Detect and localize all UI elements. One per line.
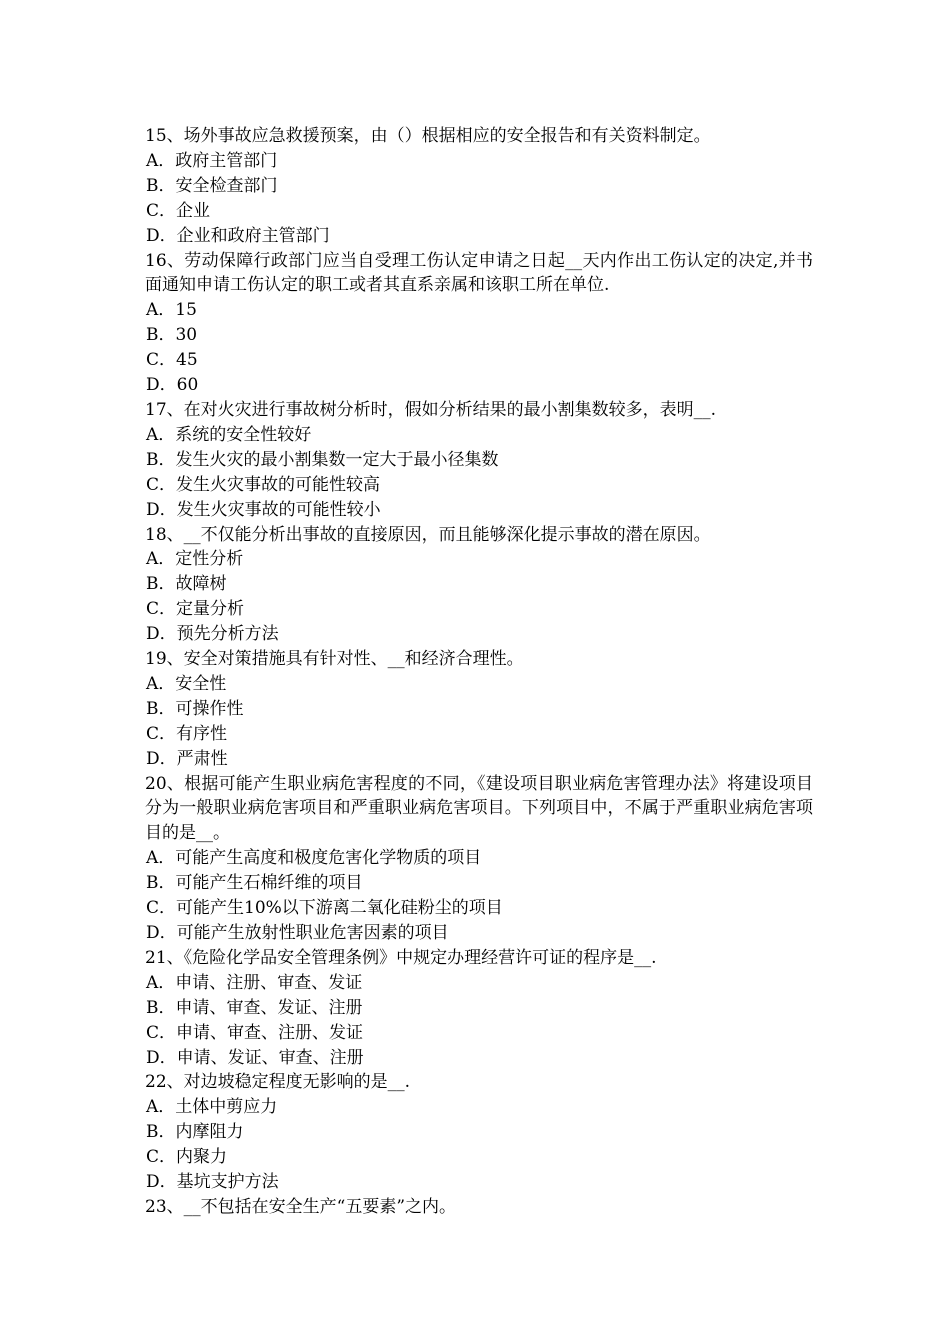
option-b: B．可操作性 bbox=[146, 698, 244, 719]
option-b: B．申请、审查、发证、注册 bbox=[146, 997, 363, 1018]
option-b: B．可能产生石棉纤维的项目 bbox=[146, 873, 363, 894]
question-17 bbox=[145, 398, 813, 523]
question-text: 17、在对火灾进行事故树分析时，假如分析结果的最小割集数较多，表明__. bbox=[145, 399, 717, 420]
option-a: A．土体中剪应力 bbox=[146, 1097, 278, 1118]
option-b: B．发生火灾的最小割集数一定大于最小径集数 bbox=[146, 449, 499, 470]
option-d: D．严肃性 bbox=[146, 748, 228, 769]
option-c: C．内聚力 bbox=[146, 1147, 228, 1168]
option-d: D．60 bbox=[146, 375, 199, 396]
option-d: D．企业和政府主管部门 bbox=[146, 225, 330, 246]
option-a: A．申请、注册、审查、发证 bbox=[146, 972, 363, 993]
option-a: A．定性分析 bbox=[146, 549, 244, 570]
question-text: 19、安全对策措施具有针对性、__和经济合理性。 bbox=[145, 649, 524, 670]
option-c: C．可能产生10%以下游离二氧化硅粉尘的项目 bbox=[146, 898, 503, 919]
option-a: A．15 bbox=[146, 300, 197, 321]
option-c: C．发生火灾事故的可能性较高 bbox=[146, 474, 381, 495]
question-19 bbox=[145, 647, 813, 772]
question-text: 15、场外事故应急救援预案，由（）根据相应的安全报告和有关资料制定。 bbox=[145, 126, 711, 146]
question-text: 16、劳动保障行政部门应当自受理工伤认定申请之日起__天内作出工伤认定的决定,并书面通知申请工伤认定的职工或者其直系亲属和该职工所在单位. bbox=[145, 250, 813, 296]
option-b: B．安全检查部门 bbox=[146, 175, 278, 196]
question-23 bbox=[145, 1195, 813, 1220]
option-b: B．故障树 bbox=[146, 574, 227, 595]
option-d: D．可能产生放射性职业危害因素的项目 bbox=[146, 923, 449, 943]
question-21 bbox=[145, 946, 813, 1071]
option-c: C．45 bbox=[146, 350, 198, 371]
option-c: C．有序性 bbox=[146, 723, 228, 744]
question-15 bbox=[145, 124, 813, 249]
question-text: 20、根据可能产生职业病危害程度的不同，《建设项目职业病危害管理办法》将建设项目分为一般职业病危害项目和严重职业病危害项目。下列项目中，不属于严重职业病危害项目的是__。 bbox=[145, 773, 813, 844]
option-a: A．安全性 bbox=[146, 673, 227, 694]
option-a: A．可能产生高度和极度危害化学物质的项目 bbox=[146, 848, 482, 869]
question-text: 22、对边坡稳定程度无影响的是__. bbox=[145, 1072, 411, 1093]
question-16 bbox=[145, 249, 813, 398]
option-a: A．政府主管部门 bbox=[146, 150, 278, 171]
option-c: C．企业 bbox=[146, 200, 211, 221]
question-20 bbox=[145, 772, 813, 946]
question-22 bbox=[145, 1070, 813, 1195]
option-d: D．基坑支护方法 bbox=[146, 1172, 279, 1193]
option-d: D．发生火灾事故的可能性较小 bbox=[146, 499, 381, 520]
document-page bbox=[145, 124, 813, 1220]
option-b: B．内摩阻力 bbox=[146, 1122, 244, 1143]
question-text: 21、《危险化学品安全管理条例》中规定办理经营许可证的程序是__. bbox=[145, 947, 657, 968]
option-b: B．30 bbox=[146, 325, 198, 346]
option-d: D．预先分析方法 bbox=[146, 624, 279, 645]
option-a: A．系统的安全性较好 bbox=[146, 424, 312, 445]
option-d: D．申请、发证、审查、注册 bbox=[146, 1047, 364, 1068]
question-text: 23、__不包括在安全生产“五要素”之内。 bbox=[145, 1196, 457, 1217]
question-text: 18、__不仅能分析出事故的直接原因，而且能够深化提示事故的潜在原因。 bbox=[145, 524, 711, 545]
option-c: C．定量分析 bbox=[146, 599, 245, 620]
option-c: C．申请、审查、注册、发证 bbox=[146, 1022, 364, 1043]
question-18 bbox=[145, 523, 813, 648]
